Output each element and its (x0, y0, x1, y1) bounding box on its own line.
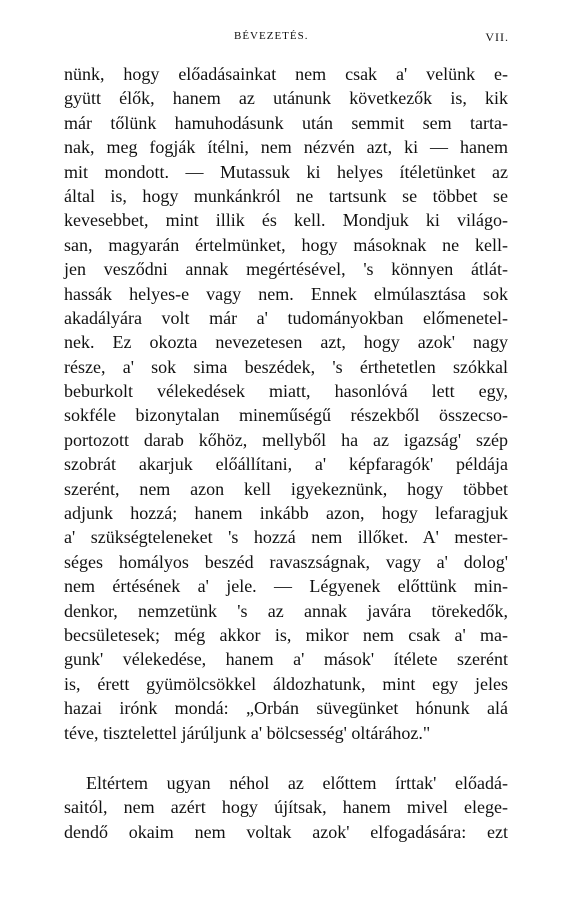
text-line: nem értésének a' jele. — Légyenek előttünk min- (64, 576, 508, 597)
text-line: akadályára volt már a' tudományokban előmenetel- (64, 307, 508, 328)
text-line: mit mondott. — Mutassuk ki helyes ítéletünket az (64, 161, 508, 182)
text-line: gunk' vélekedése, hanem a' mások' ítélete szerént (64, 649, 508, 670)
body-text (64, 62, 508, 844)
text-line: kevesebbet, mint illik és kell. Mondjuk ki világo- (64, 210, 508, 231)
text-line: által is, hogy munkánkról ne tartsunk se többet se (64, 185, 508, 206)
text-line: nünk, hogy előadásainkat nem csak a' velünk e- (64, 64, 508, 84)
text-line: saitól, nem azért hogy újítsak, hanem mivel elege- (64, 797, 508, 818)
text-line: már tőlünk hamuhodásunk után semmit sem tarta- (64, 112, 508, 133)
text-line: téve, tisztelettel járúljunk a' bölcsesség' oltárához." (64, 722, 431, 743)
text-line: is, érett gyümölcsökkel áldozhatunk, mint egy jeles (64, 673, 508, 694)
text-line: denkor, nemzetünk 's az annak javára törekedők, (64, 600, 508, 621)
text-line: jen vesződni annak megértésével, 's könnyen átlát- (64, 259, 508, 280)
text-line: nak, meg fogják ítélni, nem nézvén azt, ki — hanem (64, 137, 508, 158)
text-line: része, a' sok sima beszédek, 's érthetetlen szókkal (64, 356, 508, 377)
text-line: sokféle bizonytalan mineműségű részekből összecso- (64, 405, 508, 426)
text-line: adjunk hozzá; hanem inkább azon, hogy lefaragjuk (64, 503, 508, 524)
text-line: dendő okaim nem voltak azok' elfogadására: ezt (64, 821, 508, 842)
running-head (64, 22, 509, 42)
text-line: becsületesek; még akkor is, mikor nem csak a' ma- (64, 624, 508, 645)
paragraph-2 (64, 771, 508, 844)
text-line: szerént, nem azon kell igyekeznünk, hogy többet (64, 478, 508, 499)
text-line: gyütt élők, hanem az utánunk következők is, kik (64, 88, 508, 109)
text-line: portozott darab kőhöz, mellyből ha az igazság' szép (64, 429, 508, 450)
text-line: hazai irónk mondá: „Orbán süvegünket hónunk alá (64, 698, 508, 719)
text-line: hassák helyes-e vagy nem. Ennek elmúlasztása sok (64, 283, 508, 304)
running-title: BÉVEZETÉS. (234, 30, 309, 42)
text-line: séges homályos beszéd ravaszságnak, vagy a' dolog' (64, 551, 508, 572)
text-line: Eltértem ugyan néhol az előttem írttak' előadá- (86, 772, 508, 793)
text-line: san, magyarán értelmünket, hogy másoknak ne kell- (64, 234, 508, 255)
text-line: nek. Ez okozta nevezetesen azt, hogy azok' nagy (64, 332, 508, 353)
paragraph-gap (64, 745, 508, 771)
text-line: beburkolt vélekedések miatt, hasonlóvá lett egy, (64, 381, 508, 402)
text-line: a' szükségteleneket 's hozzá nem illőket. A' mester- (64, 527, 508, 548)
text-line: szobrát akarjuk előállítani, a' képfaragók' példája (64, 454, 508, 475)
paragraph-1 (64, 62, 508, 745)
page-number: VII. (485, 30, 509, 44)
